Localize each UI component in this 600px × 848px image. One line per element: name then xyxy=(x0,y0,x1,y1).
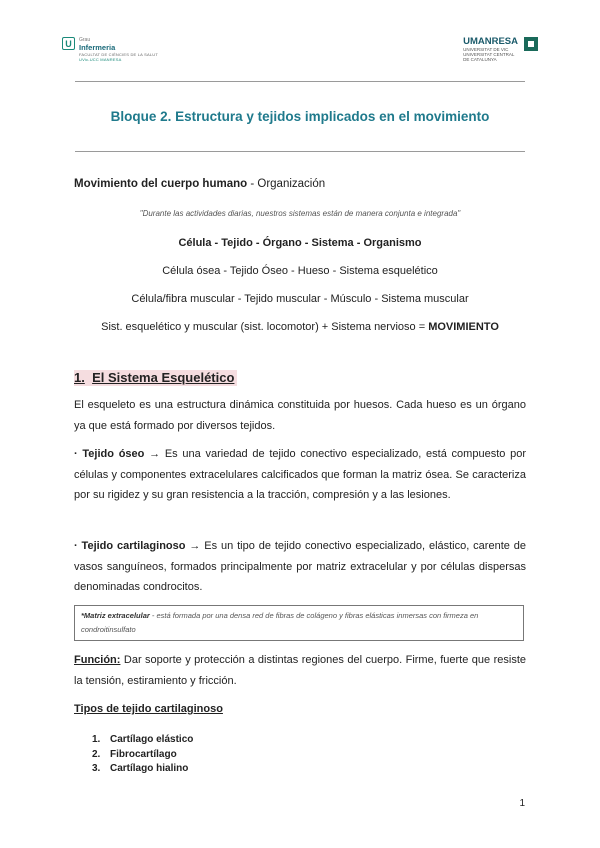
tejido-oseo-text: → Es una variedad de tejido conectivo especializado, está compuesto por células y componentes extracelulares calcificados que forman la matriz ósea. Se caracteriza por su rigidez y su gran resistencia a la tracción, compresión y a las lesiones. xyxy=(74,448,526,501)
university-name: UMANRESA xyxy=(463,36,518,47)
funcion-label: Función: xyxy=(74,654,121,666)
tejido-oseo-paragraph xyxy=(74,444,526,506)
page-title: Bloque 2. Estructura y tejidos implicados en el movimiento xyxy=(110,109,490,124)
tejido-cartilaginoso-paragraph xyxy=(74,536,526,598)
movement-sum-text: Sist. esquelético y muscular (sist. locomotor) + Sistema nervioso = xyxy=(101,321,429,333)
header-rule-bottom xyxy=(75,151,525,152)
logo-infermeria: Infermeria xyxy=(79,43,116,52)
section-title: El Sistema Esquelético xyxy=(92,370,235,385)
movement-sum-bold: MOVIMIENTO xyxy=(428,321,499,333)
university-line-2: UNIVERSITAT CENTRAL xyxy=(463,52,515,57)
tipos-heading: Tipos de tejido cartilaginoso xyxy=(74,703,223,715)
matriz-note-text: - está formada por una densa red de fibras de colágeno y fibras elásticas inmersas con firmeza en condroitinsulfato xyxy=(81,611,479,634)
section-heading xyxy=(74,370,237,386)
tejido-cartilaginoso-label: · Tejido cartilaginoso xyxy=(74,540,186,552)
movimiento-heading-bold: Movimiento del cuerpo humano xyxy=(74,178,248,190)
list-item: 3. Cartílago hialino xyxy=(92,763,189,774)
list-item: 1. Cartílago elástico xyxy=(92,734,194,745)
faculty-logo xyxy=(62,37,158,62)
tipos-list xyxy=(92,733,193,777)
movimiento-heading-rest: - Organización xyxy=(247,178,326,190)
section-number: 1. xyxy=(74,370,85,385)
u-logo-icon: U xyxy=(62,37,75,50)
university-badge-icon xyxy=(524,37,538,51)
matriz-note-label: *Matriz extracelular xyxy=(81,611,150,620)
organization-chain: Célula - Tejido - Órgano - Sistema - Organismo xyxy=(178,237,422,249)
funcion-paragraph xyxy=(74,650,526,691)
movimiento-quote: "Durante las actividades diarias, nuestros sistemas están de manera conjunta e integrada" xyxy=(139,209,461,218)
header-rule-top xyxy=(75,81,525,82)
list-item: 2. Fibrocartílago xyxy=(92,748,177,760)
logo-grau: Grau xyxy=(79,37,91,43)
logo-faculty: FACULTAT DE CIÈNCIES DE LA SALUT xyxy=(79,52,159,57)
osea-chain: Célula ósea - Tejido Óseo - Hueso - Sistema esquelético xyxy=(162,265,438,277)
university-logo xyxy=(463,37,538,62)
university-line-3: DE CATALUNYA xyxy=(463,57,497,62)
movement-sum xyxy=(0,321,600,333)
logo-campus: UVic-UCC MANRESA xyxy=(79,57,122,62)
tejido-cartilaginoso-text: → Es un tipo de tejido conectivo especializado, elástico, carente de vasos sanguíneos, formados principalmente por matriz extracelular y por células dispersas denominadas condrocitos. xyxy=(74,540,526,593)
page-number: 1 xyxy=(519,798,525,809)
skeleton-intro: El esqueleto es una estructura dinámica constituida por huesos. Cada hueso es un órgano ya que está formado por diversos tejidos. xyxy=(74,399,526,432)
funcion-text: Dar soporte y protección a distintas regiones del cuerpo. Firme, fuerte que resiste la tensión, estiramiento y fricción. xyxy=(74,654,526,687)
tejido-oseo-label: · Tejido óseo xyxy=(74,448,145,460)
matriz-note-box xyxy=(74,605,524,641)
muscular-chain: Célula/fibra muscular - Tejido muscular - Músculo - Sistema muscular xyxy=(131,293,469,305)
movimiento-heading xyxy=(74,178,325,190)
university-line-1: UNIVERSITAT DE VIC xyxy=(463,47,509,52)
